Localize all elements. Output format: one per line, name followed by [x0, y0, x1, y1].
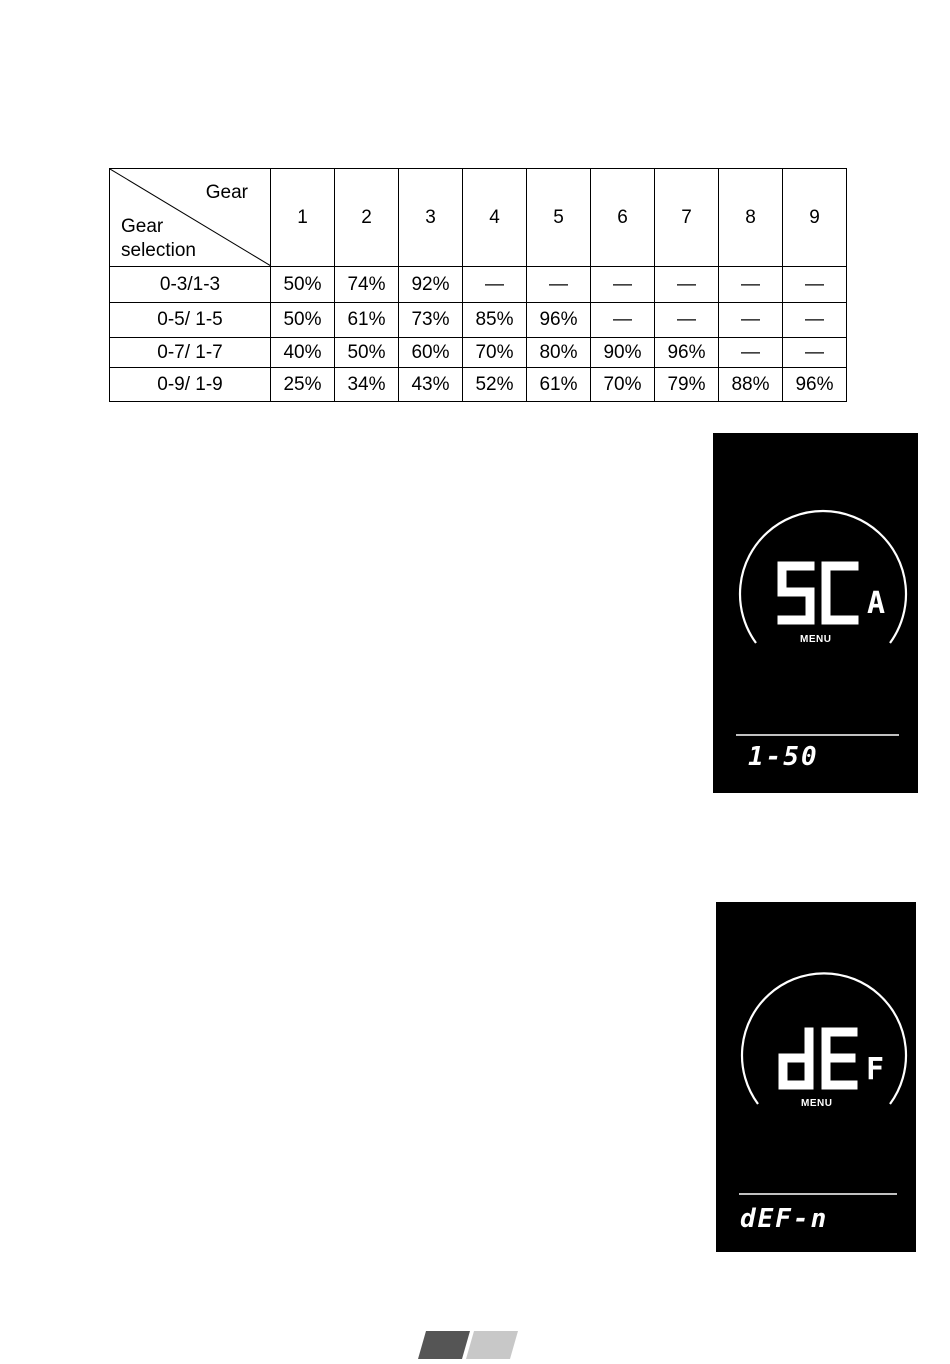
- corner-label-gear-selection: [121, 215, 196, 263]
- table-cell: 50%: [271, 303, 335, 338]
- lcd-graphics: [713, 433, 918, 793]
- row-label: 0-7/ 1-7: [110, 338, 271, 368]
- row-label: 0-9/ 1-9: [110, 368, 271, 402]
- table-cell: 70%: [591, 368, 655, 402]
- gear-header: 9: [783, 169, 847, 267]
- table-cell: 88%: [719, 368, 783, 402]
- lcd-small-letter: F: [866, 1052, 885, 1087]
- table-cell: —: [719, 338, 783, 368]
- table-cell: 40%: [271, 338, 335, 368]
- table-cell: —: [783, 267, 847, 303]
- table-cell: 80%: [527, 338, 591, 368]
- table-cell: 74%: [335, 267, 399, 303]
- segment-digit-e: [826, 1032, 853, 1085]
- table-cell: 92%: [399, 267, 463, 303]
- gear-header: 7: [655, 169, 719, 267]
- table-cell: 34%: [335, 368, 399, 402]
- table-cell: —: [783, 303, 847, 338]
- page-footer-tab: [418, 1331, 520, 1359]
- corner-label-line-1: Gear: [121, 216, 164, 237]
- corner-label-line-2: selection: [121, 240, 196, 261]
- table-cell: —: [591, 303, 655, 338]
- gear-header: 2: [335, 169, 399, 267]
- table-cell: 96%: [527, 303, 591, 338]
- table-corner-cell: [110, 169, 271, 267]
- gear-ratio-table: [109, 168, 847, 402]
- table-cell: —: [719, 303, 783, 338]
- lcd-display-sca: [713, 433, 918, 793]
- table-cell: 79%: [655, 368, 719, 402]
- table-cell: —: [527, 267, 591, 303]
- table-cell: 73%: [399, 303, 463, 338]
- table-cell: 43%: [399, 368, 463, 402]
- gear-header: 6: [591, 169, 655, 267]
- table-row: [110, 267, 847, 303]
- segment-digit-c: [826, 566, 854, 620]
- table-cell: —: [719, 267, 783, 303]
- table-cell: 85%: [463, 303, 527, 338]
- lcd-graphics: [716, 902, 916, 1252]
- table-cell: 70%: [463, 338, 527, 368]
- table-cell: 90%: [591, 338, 655, 368]
- segment-digit-s: [782, 566, 810, 620]
- table-cell: 25%: [271, 368, 335, 402]
- table-row: [110, 303, 847, 338]
- gear-header: 8: [719, 169, 783, 267]
- gear-header: 5: [527, 169, 591, 267]
- table-cell: —: [463, 267, 527, 303]
- gear-header: 4: [463, 169, 527, 267]
- segment-digit-d: [783, 1032, 809, 1085]
- table-cell: 61%: [335, 303, 399, 338]
- lcd-menu-label: MENU: [801, 1098, 833, 1109]
- table-cell: —: [591, 267, 655, 303]
- table-cell: 52%: [463, 368, 527, 402]
- row-label: 0-3/1-3: [110, 267, 271, 303]
- lcd-readout: 1-50: [748, 742, 819, 772]
- gear-header: 3: [399, 169, 463, 267]
- table-header-row: [110, 169, 847, 267]
- row-label: 0-5/ 1-5: [110, 303, 271, 338]
- table-cell: 50%: [335, 338, 399, 368]
- lcd-menu-label: MENU: [800, 634, 832, 645]
- lcd-small-letter: A: [867, 586, 886, 621]
- table-cell: 96%: [655, 338, 719, 368]
- gear-header: 1: [271, 169, 335, 267]
- table-cell: 61%: [527, 368, 591, 402]
- table-cell: —: [655, 267, 719, 303]
- table-cell: —: [783, 338, 847, 368]
- table-cell: 60%: [399, 338, 463, 368]
- corner-label-gear: Gear: [205, 182, 248, 203]
- table-cell: 50%: [271, 267, 335, 303]
- lcd-readout: dEF-n: [740, 1204, 829, 1234]
- table-cell: 96%: [783, 368, 847, 402]
- table-row: [110, 368, 847, 402]
- lcd-display-def: [716, 902, 916, 1252]
- table-row: [110, 338, 847, 368]
- table-cell: —: [655, 303, 719, 338]
